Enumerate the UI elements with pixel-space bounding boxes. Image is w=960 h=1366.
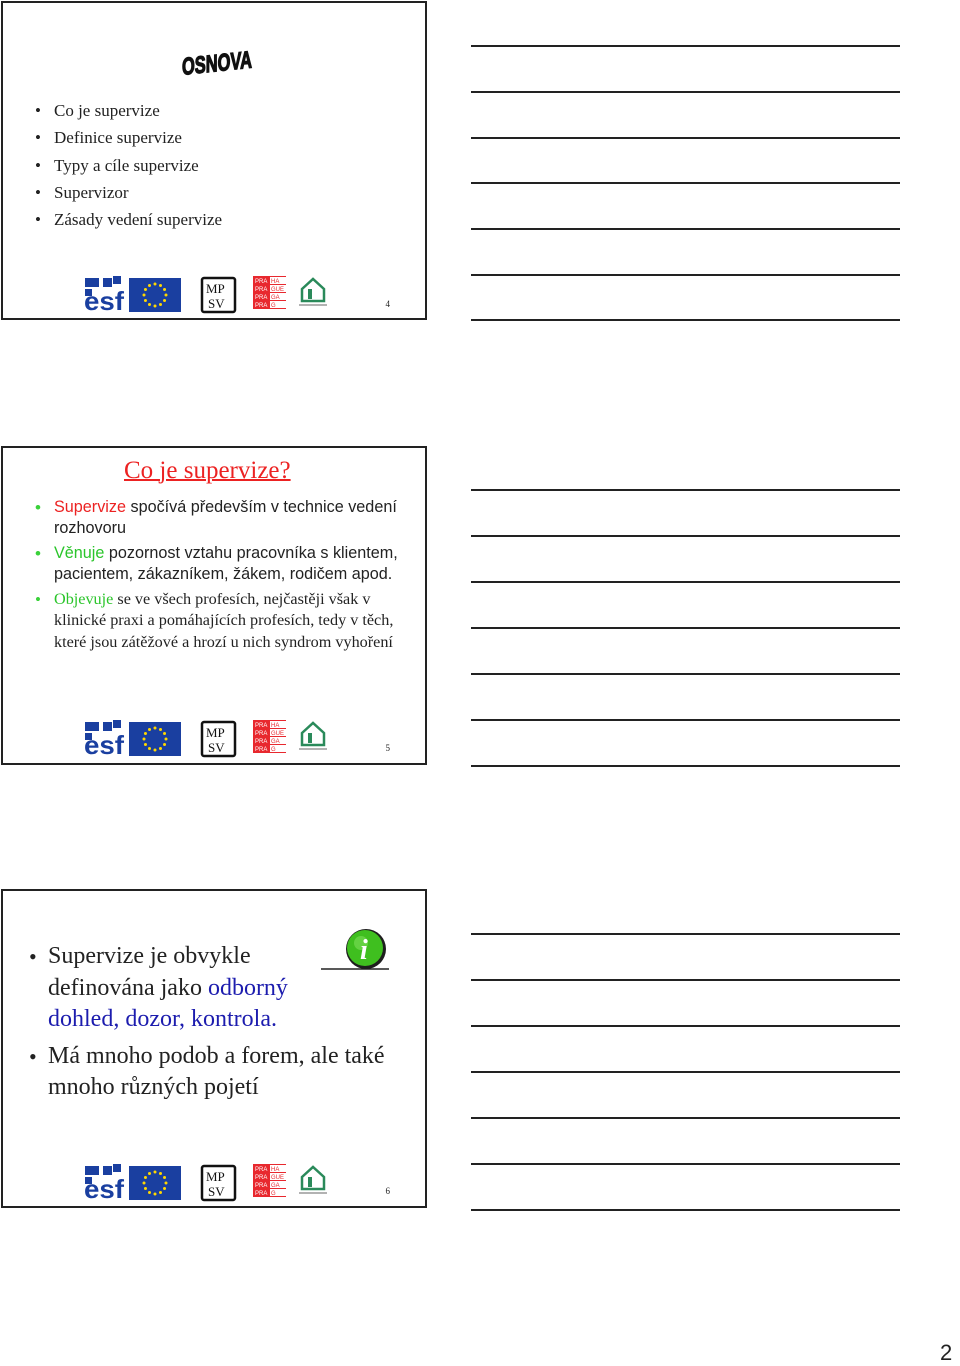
- note-line: [471, 673, 900, 675]
- slide-6-bullets: [29, 941, 385, 1109]
- svg-text:MP: MP: [206, 725, 225, 740]
- bullet-highlight: odborný dohled, dozor, kontrola.: [48, 974, 288, 1032]
- svg-text:GUE: GUE: [271, 1175, 285, 1181]
- eu-star-icon: [154, 283, 157, 286]
- eu-star-icon: [165, 1182, 168, 1185]
- eu-star-icon: [154, 1193, 157, 1196]
- svg-text:GUE: GUE: [271, 731, 285, 737]
- svg-text:esf: esf: [84, 286, 125, 316]
- note-line: [471, 319, 900, 321]
- osnova-title: OSNOVA: [182, 43, 285, 81]
- bullet-text: Má mnoho podob a forem, ale také mnoho různých pojetí: [48, 1042, 385, 1100]
- eu-star-icon: [143, 294, 146, 297]
- note-line: [471, 765, 900, 767]
- slide-page-number: 5: [385, 743, 390, 753]
- praha-logo: [253, 1164, 286, 1197]
- sponsor-logo-strip: [82, 275, 327, 316]
- slide-page-number: 4: [385, 299, 390, 309]
- note-line: [471, 535, 900, 537]
- svg-text:PRA: PRA: [255, 747, 268, 753]
- house-logo: [299, 723, 327, 749]
- bullet-item: [35, 497, 407, 540]
- svg-text:PRA: PRA: [255, 739, 268, 745]
- svg-text:esf: esf: [84, 1174, 125, 1204]
- praha-logo: [253, 276, 286, 309]
- bullet-item: • Typy a cíle supervize: [35, 152, 222, 179]
- slide-title: Co je supervize?: [124, 457, 291, 484]
- eu-star-icon: [154, 305, 157, 308]
- eu-star-icon: [163, 732, 166, 735]
- note-line: [471, 274, 900, 276]
- eu-star-icon: [165, 294, 168, 297]
- bullet-item: [29, 1041, 388, 1104]
- eu-star-icon: [143, 1182, 146, 1185]
- note-line: [471, 719, 900, 721]
- slide-page-number: 6: [385, 1186, 390, 1196]
- svg-text:GUE: GUE: [271, 287, 285, 293]
- info-icon: [317, 925, 393, 977]
- note-line: [471, 1117, 900, 1119]
- bullet-item: [29, 941, 319, 1036]
- note-line: [471, 489, 900, 491]
- svg-text:PRA: PRA: [255, 1183, 268, 1189]
- svg-text:G: G: [271, 1191, 276, 1197]
- bullet-text: pozornost vztahu pracovníka s klientem, pacientem, zákazníkem, žákem, rodičem apod.: [54, 544, 398, 584]
- eu-star-icon: [154, 749, 157, 752]
- svg-text:PRA: PRA: [255, 1175, 268, 1181]
- note-line: [471, 979, 900, 981]
- mpsv-logo: [202, 278, 235, 312]
- eu-star-icon: [163, 1176, 166, 1179]
- bullet-item: • Co je supervize: [35, 97, 222, 124]
- eu-star-icon: [163, 288, 166, 291]
- house-logo: [299, 279, 327, 305]
- eu-star-icon: [159, 1191, 162, 1194]
- svg-text:PRA: PRA: [255, 731, 268, 737]
- note-line: [471, 933, 900, 935]
- sponsor-logo-strip: [82, 719, 327, 760]
- eu-flag-logo: [129, 278, 181, 312]
- bullet-highlight: Supervize: [54, 498, 126, 516]
- bullet-highlight: Věnuje: [54, 544, 105, 563]
- eu-star-icon: [144, 743, 147, 746]
- svg-text:PRA: PRA: [255, 723, 268, 729]
- note-line: [471, 627, 900, 629]
- bullet-item: [35, 589, 407, 653]
- note-line: [471, 91, 900, 93]
- osnova-title-graphic: [181, 41, 285, 81]
- svg-text:PRA: PRA: [255, 1191, 268, 1197]
- svg-text:HA: HA: [271, 723, 280, 729]
- svg-text:G: G: [271, 303, 276, 309]
- svg-text:MP: MP: [206, 281, 225, 296]
- eu-star-icon: [144, 1176, 147, 1179]
- svg-text:HA: HA: [271, 1167, 280, 1173]
- svg-text:G: G: [271, 747, 276, 753]
- eu-star-icon: [148, 1191, 151, 1194]
- svg-text:SV: SV: [208, 740, 225, 755]
- slide-6: [1, 889, 427, 1208]
- svg-text:SV: SV: [208, 1184, 225, 1199]
- eu-star-icon: [148, 303, 151, 306]
- svg-text:PRA: PRA: [255, 295, 268, 301]
- bullet-text: se ve všech profesích, nejčastěji však v klinické praxi a pomáhajících profesích, tedy v těch, které jsou zátěžové a hrozí u nich syndrom vyhoření: [54, 590, 394, 651]
- eu-star-icon: [159, 728, 162, 731]
- eu-star-icon: [148, 1172, 151, 1175]
- svg-text:HA: HA: [271, 279, 280, 285]
- svg-text:GA: GA: [271, 1183, 280, 1189]
- slide-4: [1, 1, 427, 320]
- eu-star-icon: [159, 303, 162, 306]
- eu-star-icon: [148, 728, 151, 731]
- esf-logo: [84, 276, 124, 316]
- esf-logo: [84, 720, 124, 760]
- svg-text:PRA: PRA: [255, 287, 268, 293]
- svg-text:esf: esf: [84, 730, 125, 760]
- note-line: [471, 1209, 900, 1211]
- svg-text:GA: GA: [271, 295, 280, 301]
- info-icon-letter: i: [360, 935, 368, 966]
- bullet-text: Supervize je obvykle definována jako: [48, 943, 251, 1001]
- svg-text:MP: MP: [206, 1169, 225, 1184]
- svg-text:PRA: PRA: [255, 1167, 268, 1173]
- eu-star-icon: [144, 288, 147, 291]
- note-line: [471, 1163, 900, 1165]
- bullet-text: spočívá především v technice vedení rozhovoru: [54, 498, 397, 538]
- mpsv-logo: [202, 722, 235, 756]
- eu-star-icon: [154, 727, 157, 730]
- eu-star-icon: [159, 747, 162, 750]
- eu-star-icon: [144, 299, 147, 302]
- eu-star-icon: [154, 1171, 157, 1174]
- eu-flag-logo: [129, 722, 181, 756]
- eu-star-icon: [163, 299, 166, 302]
- slide-4-bullets: [35, 97, 222, 233]
- bullet-item: [35, 543, 407, 586]
- svg-text:SV: SV: [208, 296, 225, 311]
- mpsv-logo: [202, 1166, 235, 1200]
- svg-text:GA: GA: [271, 739, 280, 745]
- slide-5-bullets: [35, 497, 407, 657]
- eu-star-icon: [159, 1172, 162, 1175]
- note-line: [471, 1071, 900, 1073]
- eu-star-icon: [144, 732, 147, 735]
- note-line: [471, 1025, 900, 1027]
- house-logo: [299, 1167, 327, 1193]
- eu-star-icon: [165, 738, 168, 741]
- note-line: [471, 182, 900, 184]
- svg-text:PRA: PRA: [255, 303, 268, 309]
- eu-flag-logo: [129, 1166, 181, 1200]
- praha-logo: [253, 720, 286, 753]
- bullet-item: • Supervizor: [35, 179, 222, 206]
- eu-star-icon: [143, 738, 146, 741]
- svg-text:PRA: PRA: [255, 279, 268, 285]
- eu-star-icon: [159, 284, 162, 287]
- note-line: [471, 228, 900, 230]
- eu-star-icon: [163, 743, 166, 746]
- note-line: [471, 137, 900, 139]
- bullet-item: • Zásady vedení supervize: [35, 206, 222, 233]
- sponsor-logo-strip: [82, 1163, 327, 1204]
- document-page-number: 2: [940, 1340, 953, 1365]
- eu-star-icon: [148, 284, 151, 287]
- eu-star-icon: [148, 747, 151, 750]
- note-line: [471, 45, 900, 47]
- bullet-highlight: Objevuje: [54, 590, 114, 609]
- note-line: [471, 581, 900, 583]
- eu-star-icon: [144, 1187, 147, 1190]
- slide-5: [1, 446, 427, 765]
- bullet-item: • Definice supervize: [35, 124, 222, 151]
- esf-logo: [84, 1164, 124, 1204]
- eu-star-icon: [163, 1187, 166, 1190]
